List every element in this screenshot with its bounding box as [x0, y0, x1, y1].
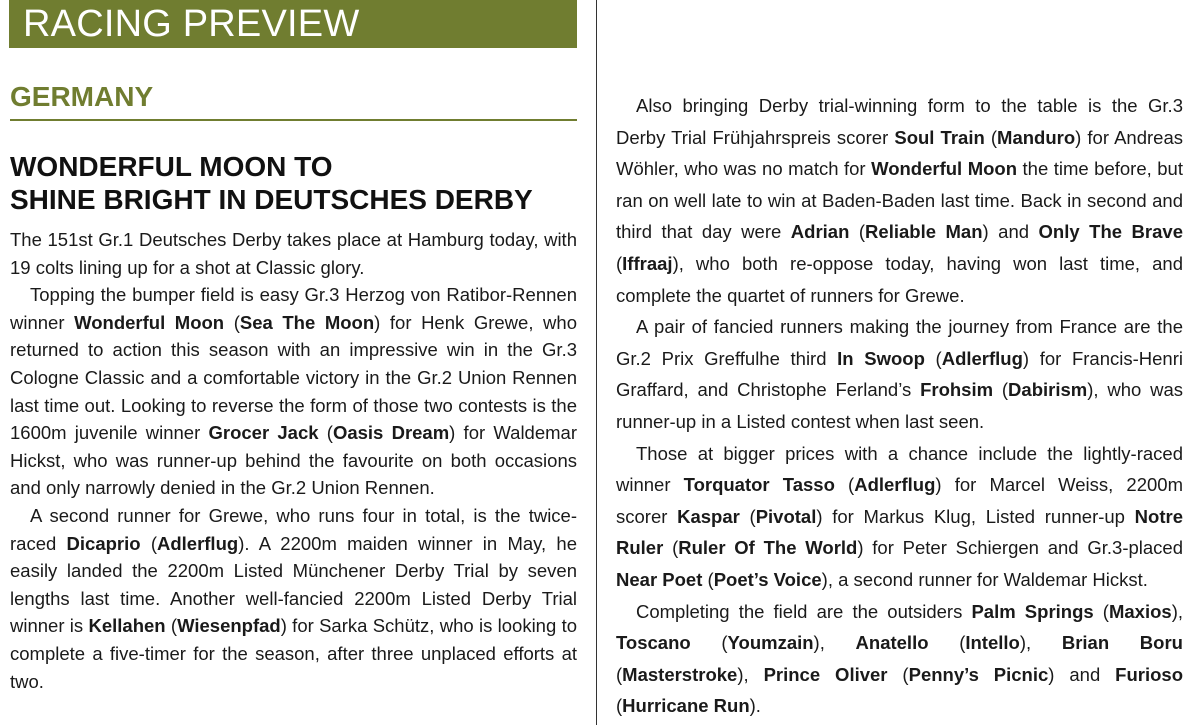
- text-run: (: [140, 532, 157, 554]
- text-run: (: [663, 537, 679, 559]
- horse-name: Poet’s Voice: [713, 568, 822, 590]
- horse-name: Prince Oliver: [763, 663, 888, 685]
- horse-name: Brian Boru: [1061, 632, 1183, 654]
- country-heading: GERMANY: [10, 81, 154, 112]
- horse-name: Near Poet: [616, 568, 703, 590]
- horse-name: Hurricane Run: [622, 695, 750, 717]
- horse-name: Oasis Dream: [332, 422, 450, 444]
- text-run: ).: [749, 695, 761, 717]
- horse-name: Iffraaj: [622, 252, 673, 274]
- text-run: (: [690, 632, 728, 654]
- text-run: (: [993, 379, 1009, 401]
- headline-line-1: WONDERFUL MOON TO: [10, 151, 333, 182]
- text-run: ) for Peter Schiergen and Gr.3-placed: [857, 537, 1183, 559]
- text-run: ) for Markus Klug, Listed runner-up: [816, 505, 1135, 527]
- text-run: ), who was runner-up in a Listed contest when last seen.: [616, 379, 1184, 432]
- horse-name: Sea The Moon: [239, 311, 375, 333]
- text-run: (: [984, 126, 998, 148]
- text-run: (: [887, 663, 909, 685]
- left-column: [10, 226, 577, 695]
- paragraph: [10, 226, 577, 281]
- paragraph: [10, 281, 577, 502]
- text-run: ),: [1171, 600, 1183, 622]
- horse-name: Adrian: [790, 221, 850, 243]
- horse-name: Notre Ruler: [616, 505, 1183, 559]
- heading-rule: [10, 119, 577, 121]
- text-run: (: [834, 474, 855, 496]
- article-headline: [10, 150, 580, 216]
- text-run: Also bringing Derby trial-winning form to the table is the Gr.3 Derby Trial Frühjahrspreis scorer: [616, 95, 1183, 148]
- paragraph: [616, 596, 1183, 722]
- paragraph: [616, 90, 1183, 311]
- text-run: (: [928, 632, 966, 654]
- text-run: ) for Waldemar Hickst, who was runner-up behind the favourite on both occasions and only narrowly denied in the Gr.2 Union Rennen.: [10, 422, 577, 499]
- horse-name: Intello: [965, 632, 1020, 654]
- paragraph: [10, 502, 577, 695]
- horse-name: Palm Springs: [971, 600, 1094, 622]
- horse-name: Torquator Tasso: [683, 474, 835, 496]
- horse-name: Wonderful Moon: [74, 311, 225, 333]
- horse-name: Anatello: [855, 632, 929, 654]
- horse-name: Manduro: [997, 126, 1076, 148]
- text-run: ) for Henk Grewe, who returned to action this season with an impressive win in the Gr.3 Cologne Classic and a comfortable victory in the Gr.2 Union Rennen last time out. Looking to reverse the form of those two contests is the 1600m juvenile winner: [10, 311, 577, 444]
- text-run: ) for Andreas Wöhler, who was no match for: [616, 126, 1183, 180]
- horse-name: Dicaprio: [66, 532, 141, 554]
- text-run: (: [165, 615, 178, 637]
- horse-name: Dabirism: [1008, 379, 1088, 401]
- text-run: the time before, but ran on well late to win at Baden-Baden last time. Back in second and third that day were: [616, 158, 1183, 243]
- text-run: ) and: [982, 221, 1039, 243]
- text-run: (: [849, 221, 866, 243]
- text-run: ), who both re-oppose today, having won last time, and complete the quartet of runners for Grewe.: [616, 252, 1183, 306]
- horse-name: Kaspar: [677, 505, 740, 527]
- section-banner: [9, 0, 577, 48]
- horse-name: Youmzain: [727, 632, 814, 654]
- banner-title: RACING PREVIEW: [23, 3, 360, 45]
- text-run: (: [702, 568, 714, 590]
- horse-name: Penny’s Picnic: [908, 663, 1049, 685]
- text-run: ),: [737, 663, 764, 685]
- right-column: [616, 90, 1183, 722]
- horse-name: Soul Train: [894, 126, 985, 148]
- horse-name: Reliable Man: [865, 221, 983, 243]
- text-run: (: [318, 422, 333, 444]
- text-run: ) for Francis-Henri Graffard, and Christophe Ferland’s: [616, 347, 1183, 401]
- horse-name: Kellahen: [88, 615, 166, 637]
- text-run: ), a second runner for Waldemar Hickst.: [821, 568, 1148, 590]
- text-run: Completing the field are the outsiders: [636, 600, 972, 622]
- headline-line-2: SHINE BRIGHT IN DEUTSCHES DERBY: [10, 184, 533, 215]
- horse-name: Only The Brave: [1038, 221, 1183, 243]
- text-run: Those at bigger prices with a chance include the lightly-raced winner: [616, 442, 1183, 496]
- text-run: ),: [1019, 632, 1062, 654]
- horse-name: Adlerflug: [854, 474, 936, 496]
- horse-name: Maxios: [1108, 600, 1172, 622]
- text-run: (: [739, 505, 756, 527]
- paragraph: [616, 438, 1183, 596]
- horse-name: Adlerflug: [156, 532, 239, 554]
- horse-name: Frohsim: [920, 379, 994, 401]
- text-run: ). A 2200m maiden winner in May, he easily landed the 2200m Listed Münchener Derby Trial by seven lengths last time. Another well-fancied 2200m Listed Derby Trial winner is: [10, 532, 577, 637]
- horse-name: Wiesenpfad: [177, 615, 281, 637]
- text-run: (: [1093, 600, 1109, 622]
- text-run: (: [924, 347, 942, 369]
- text-run: A pair of fancied runners making the journey from France are the Gr.2 Prix Greffulhe third: [616, 316, 1183, 369]
- text-run: (: [224, 311, 240, 333]
- horse-name: Masterstroke: [622, 663, 738, 685]
- text-run: ) for Sarka Schütz, who is looking to complete a five-timer for the season, after three unplaced efforts at two.: [10, 615, 577, 692]
- text-run: ) for Marcel Weiss, 2200m scorer: [616, 474, 1183, 527]
- text-run: (: [616, 252, 623, 274]
- text-run: (: [616, 663, 623, 685]
- column-divider: [596, 0, 597, 725]
- horse-name: Toscano: [616, 632, 691, 654]
- horse-name: Grocer Jack: [208, 422, 319, 444]
- horse-name: Furioso: [1115, 663, 1184, 685]
- text-run: Topping the bumper field is easy Gr.3 Herzog von Ratibor-Rennen winner: [10, 284, 577, 333]
- horse-name: Ruler Of The World: [678, 537, 858, 559]
- horse-name: Pivotal: [755, 505, 817, 527]
- text-run: The 151st Gr.1 Deutsches Derby takes place at Hamburg today, with 19 colts lining up for a shot at Classic glory.: [10, 229, 577, 278]
- horse-name: Adlerflug: [941, 347, 1023, 369]
- text-run: ),: [813, 632, 856, 654]
- paragraph: [616, 311, 1183, 437]
- horse-name: Wonderful Moon: [871, 158, 1018, 180]
- text-run: A second runner for Grewe, who runs four in total, is the twice-raced: [10, 504, 577, 554]
- horse-name: In Swoop: [837, 347, 925, 369]
- text-run: ) and: [1048, 663, 1116, 685]
- text-run: (: [616, 695, 623, 717]
